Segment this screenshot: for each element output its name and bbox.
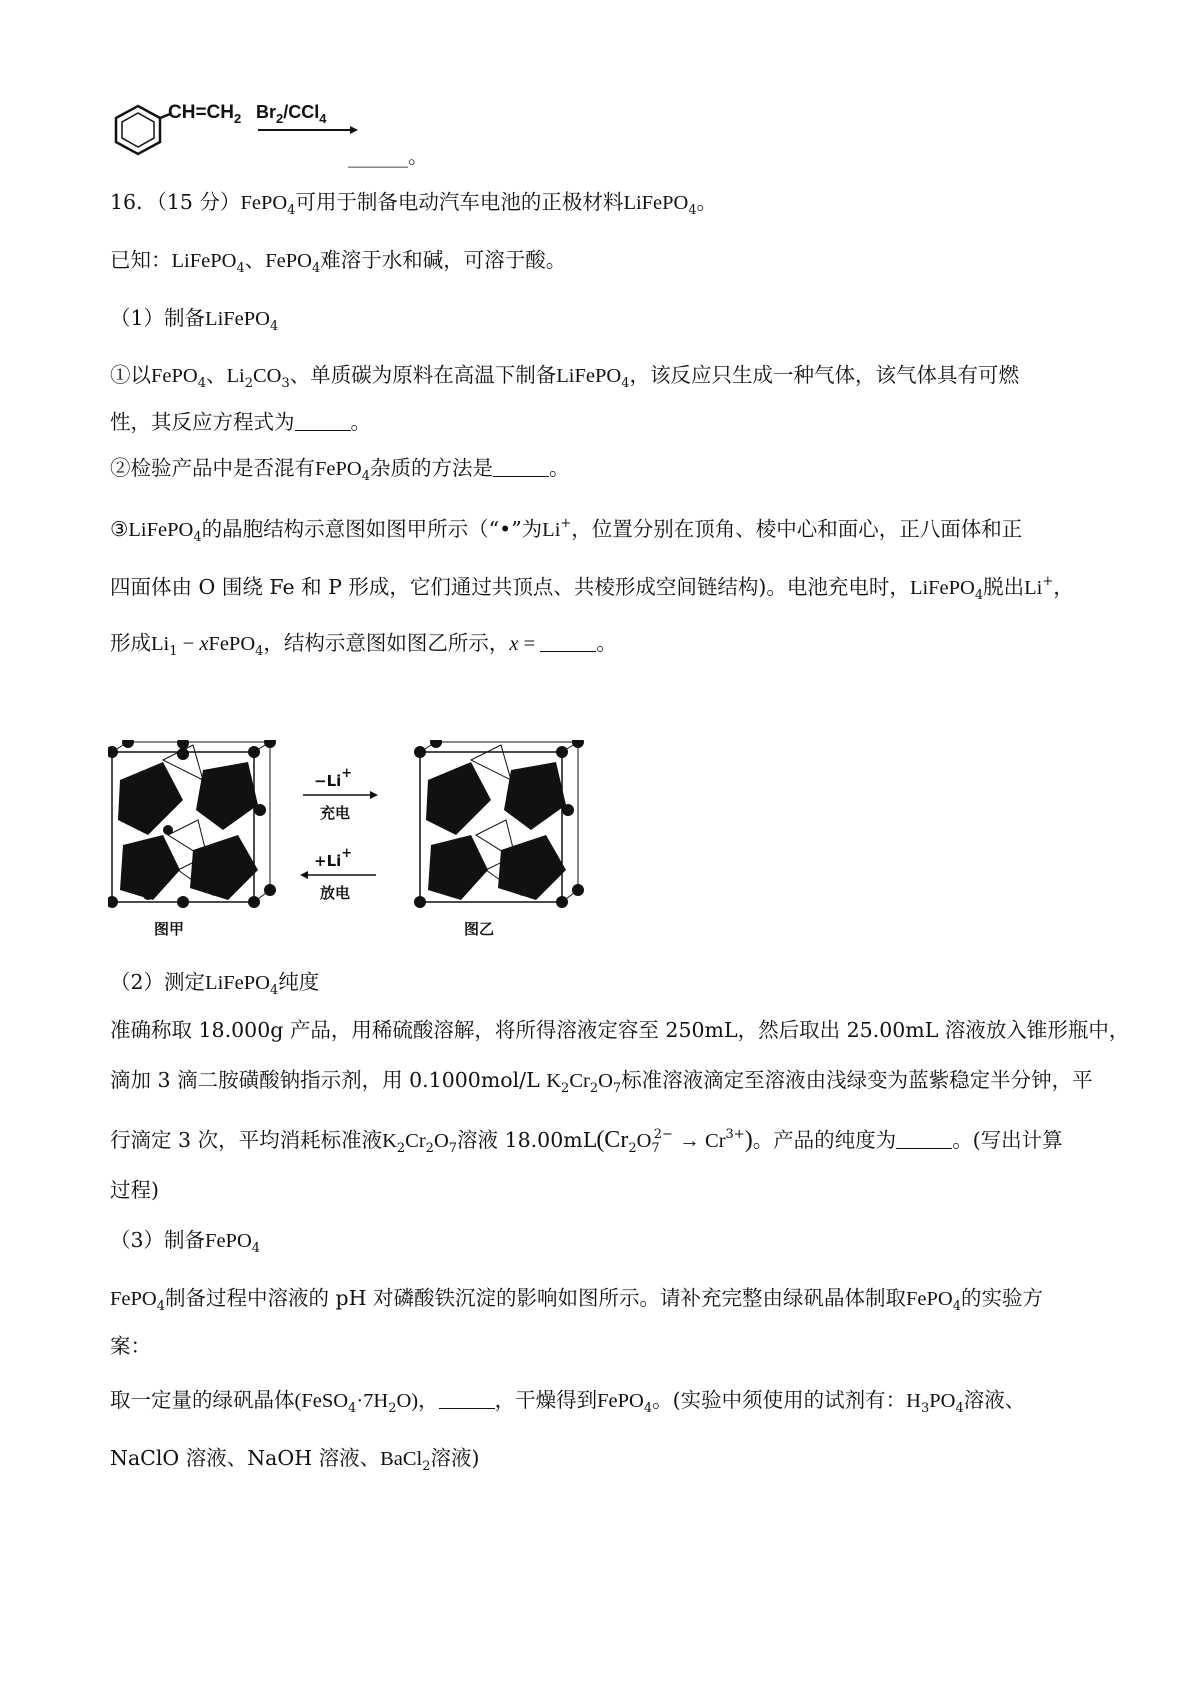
part2-header: （2）测定LiFePO$_4$纯度 xyxy=(110,970,320,998)
part2-line2: 滴加 3 滴二胺磺酸钠指示剂，用 0.1000mol/L $K_2Cr_2O_7$标准溶液滴定至溶液由浅绿变为蓝紫稳定半分钟，平 xyxy=(110,1068,1093,1096)
crystal-structure-figure xyxy=(108,740,618,940)
cell-jia xyxy=(108,740,276,908)
question-16-intro: 16．（15 分）FePO$_4$可用于制备电动汽车电池的正极材料LiFePO$_4$。 xyxy=(110,190,718,218)
part3-line2: 案： xyxy=(110,1334,151,1358)
cell-yi xyxy=(414,740,584,908)
substituent-label: $CH=CH_2$ xyxy=(168,102,242,126)
charge-label: −Li+ xyxy=(314,766,353,790)
part1-q1-line2: 性，其反应方程式为 。 xyxy=(110,410,371,434)
known-conditions: 已知：LiFePO$_4$、FePO$_4$难溶于水和碱，可溶于酸。 xyxy=(110,248,567,276)
part3-header: （3）制备FePO$_4$ xyxy=(110,1228,261,1256)
part2-line4: 过程) xyxy=(110,1178,159,1202)
part2-line3: 行滴定 3 次，平均消耗标准液$K_2Cr_2O_7$溶液 $18.00mL(Cr_2O_7^{2-} \to Cr^{3+})$。产品的纯度为 。(写出计算 xyxy=(110,1127,1063,1156)
lifepo4-cell-diagram xyxy=(108,740,618,940)
part3-line1: FePO$_4$制备过程中溶液的 pH 对磷酸铁沉淀的影响如图所示。请补充完整由绿矾晶体制取FePO$_4$的实验方 xyxy=(110,1286,1044,1314)
part1-q3-line3: 形成$Li_1$ − xFePO$_4$，结构示意图如图乙所示，x = 。 xyxy=(110,631,617,659)
part1-q2: ②检验产品中是否混有FePO$_4$杂质的方法是 。 xyxy=(110,456,570,484)
caption-yi: 图乙 xyxy=(464,920,495,938)
part3-line4: NaClO 溶液、NaOH 溶液、BaCl$_2$溶液) xyxy=(110,1446,480,1474)
charge-text: 充电 xyxy=(320,804,351,822)
reaction-scheme xyxy=(110,100,428,180)
scheme-answer-blank: ______。 xyxy=(348,144,428,168)
discharge-label: +Li+ xyxy=(314,846,353,870)
li-ion xyxy=(108,746,118,758)
answer-blank[interactable] xyxy=(540,635,596,652)
answer-blank[interactable] xyxy=(493,460,549,477)
part1-q3-line1: ③LiFePO$_4$的晶胞结构示意图如图甲所示（“•”为Li+，位置分别在顶角、棱中心和面心，正八面体和正 xyxy=(110,516,1023,545)
discharge-text: 放电 xyxy=(320,884,351,902)
part3-line3: 取一定量的绿矾晶体$(FeSO_4\cdot 7H_2O)$， ，干燥得到FePO$_4$。(实验中须使用的试剂有：$H_3PO_4$溶液、 xyxy=(110,1388,1026,1416)
benzene-inner-ring xyxy=(122,113,154,147)
answer-blank[interactable] xyxy=(896,1132,952,1149)
part1-header: （1）制备LiFePO$_4$ xyxy=(110,306,279,334)
answer-blank[interactable] xyxy=(439,1392,495,1409)
reagent-label: $Br_2/CCl_4$ xyxy=(256,102,327,126)
part1-q3-line2: 四面体由 O 围绕 Fe 和 P 形成，它们通过共顶点、共棱形成空间链结构)。电池充电时，LiFePO$_4$脱出Li+， xyxy=(110,574,1074,603)
caption-jia: 图甲 xyxy=(154,920,185,938)
part1-q1-line1: ①以FePO$_4$、$Li_2CO_3$、单质碳为原料在高温下制备LiFePO$_4$，该反应只生成一种气体，该气体具有可燃 xyxy=(110,363,1019,391)
answer-blank[interactable] xyxy=(295,414,351,431)
part2-line1: 准确称取 18.000g 产品，用稀硫酸溶解，将所得溶液定容至 250mL，然后取出 25.00mL 溶液放入锥形瓶中， xyxy=(110,1018,1130,1042)
